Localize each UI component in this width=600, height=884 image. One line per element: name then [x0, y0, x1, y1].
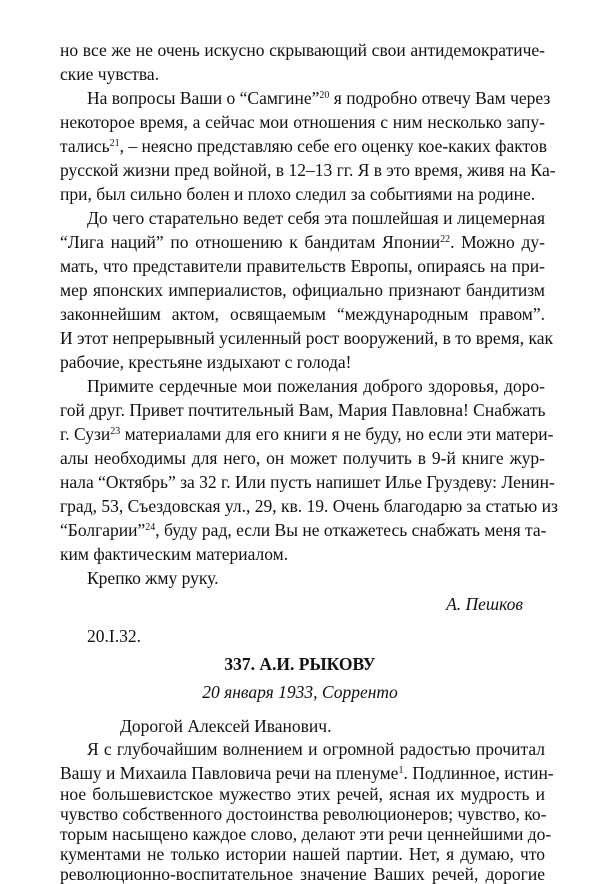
text-line: мать, что представители правительств Европы, опираясь на при- — [60, 256, 545, 276]
text-line — [60, 762, 554, 784]
text-span: , буду рад, если Вы не откажетесь снабжать меня та- — [155, 520, 547, 540]
text-line: И этот непрерывный усиленный рост вооружений, в то время, как — [60, 328, 553, 348]
text-span: Вашу и Михаила Павловича речи на пленуме — [60, 763, 399, 783]
text-line: торым насыщено каждое слово, делают эти речи ценнейшими до- — [60, 824, 552, 844]
text-line: До чего старательно ведет себя эта пошлейшая и лицемерная — [87, 208, 545, 228]
text-line: русской жизни пред войной, в 12–13 гг. Я в это время, живя на Ка- — [60, 160, 556, 180]
text-line: Примите сердечные мои пожелания доброго здоровья, доро- — [87, 376, 545, 396]
footnote-ref: 24 — [145, 522, 156, 533]
text-span: материалами для его книги я не буду, но если эти матери- — [120, 424, 554, 444]
text-line: ские чувства. — [60, 64, 160, 84]
text-line: некоторое время, а сейчас мои отношения с ним несколько запу- — [60, 112, 545, 132]
text-line — [87, 86, 551, 110]
text-line: нала “Октябрь” за 32 г. Или пусть напишет Илье Груздеву: Ленин- — [60, 472, 555, 492]
text-line: ким фактическим материалом. — [60, 544, 289, 564]
footnote-ref: 1 — [398, 765, 404, 776]
footnote-ref: 22 — [440, 234, 451, 245]
text-line: гой друг. Привет почтительный Вам, Мария Павловна! Снабжать — [60, 400, 546, 420]
text-line: чувство собственного достоинства революционеров; чувство, ко- — [60, 804, 547, 824]
text-line: мер японских империалистов, официально признают бандитизм — [60, 280, 545, 300]
letter-date: 20.I.32. — [87, 626, 141, 646]
text-line: град, 53, Съездовская ул., 29, кв. 19. Очень благодарю за статью из — [60, 496, 558, 516]
letter-subtitle: 20 января 1933, Сорренто — [202, 682, 398, 702]
text-line: Я с глубочайшим волнением и огромной радостью прочитал — [87, 739, 545, 759]
footnote-ref: 23 — [110, 426, 121, 437]
text-line: но все же не очень искусно скрывающий свои антидемократиче- — [60, 40, 545, 60]
text-line: кументами не только истории нашей партии. Нет, я думаю, что — [60, 844, 545, 864]
footnote-ref: 20 — [319, 90, 330, 101]
text-line: законнейшим актом, освящаемым “международным правом”. — [60, 304, 545, 324]
text-span: я подробно отвечу Вам через — [329, 88, 551, 108]
text-line — [60, 230, 545, 254]
text-span: г. Сузи — [60, 424, 111, 444]
text-line — [60, 422, 554, 446]
signature: А. Пешков — [446, 594, 523, 614]
text-line: рабочие, крестьяне издыхают с голода! — [60, 352, 352, 372]
closing-line: Крепко жму руку. — [87, 568, 219, 588]
text-line — [60, 134, 545, 158]
salutation: Дорогой Алексей Иванович. — [120, 716, 332, 736]
text-span: “Лига наций” по отношению к бандитам Японии — [60, 232, 441, 252]
text-line: революционно-воспитательное значение Ваших речей, дорогие — [60, 864, 545, 884]
text-span: “Болгарии” — [60, 520, 146, 540]
text-line: ное большевистское мужество этих речей, ясная их мудрость и — [60, 784, 545, 804]
text-span: . Подлинное, истин- — [403, 763, 554, 783]
text-span: , – неясно представляю себе его оценку кое-каких фактов — [119, 136, 547, 156]
letter-title: 337. А.И. РЫКОВУ — [224, 654, 376, 674]
text-line — [60, 518, 545, 542]
footnote-ref: 21 — [109, 138, 120, 149]
text-line: при, был сильно болен и плохо следил за событиями на родине. — [60, 184, 536, 204]
text-line: алы необходимы для него, он может получить в 9-й книге жур- — [60, 448, 545, 468]
text-span: . Можно ду- — [450, 232, 545, 252]
text-span: тались — [60, 136, 110, 156]
text-span: На вопросы Ваши о “Самгине” — [87, 88, 320, 108]
